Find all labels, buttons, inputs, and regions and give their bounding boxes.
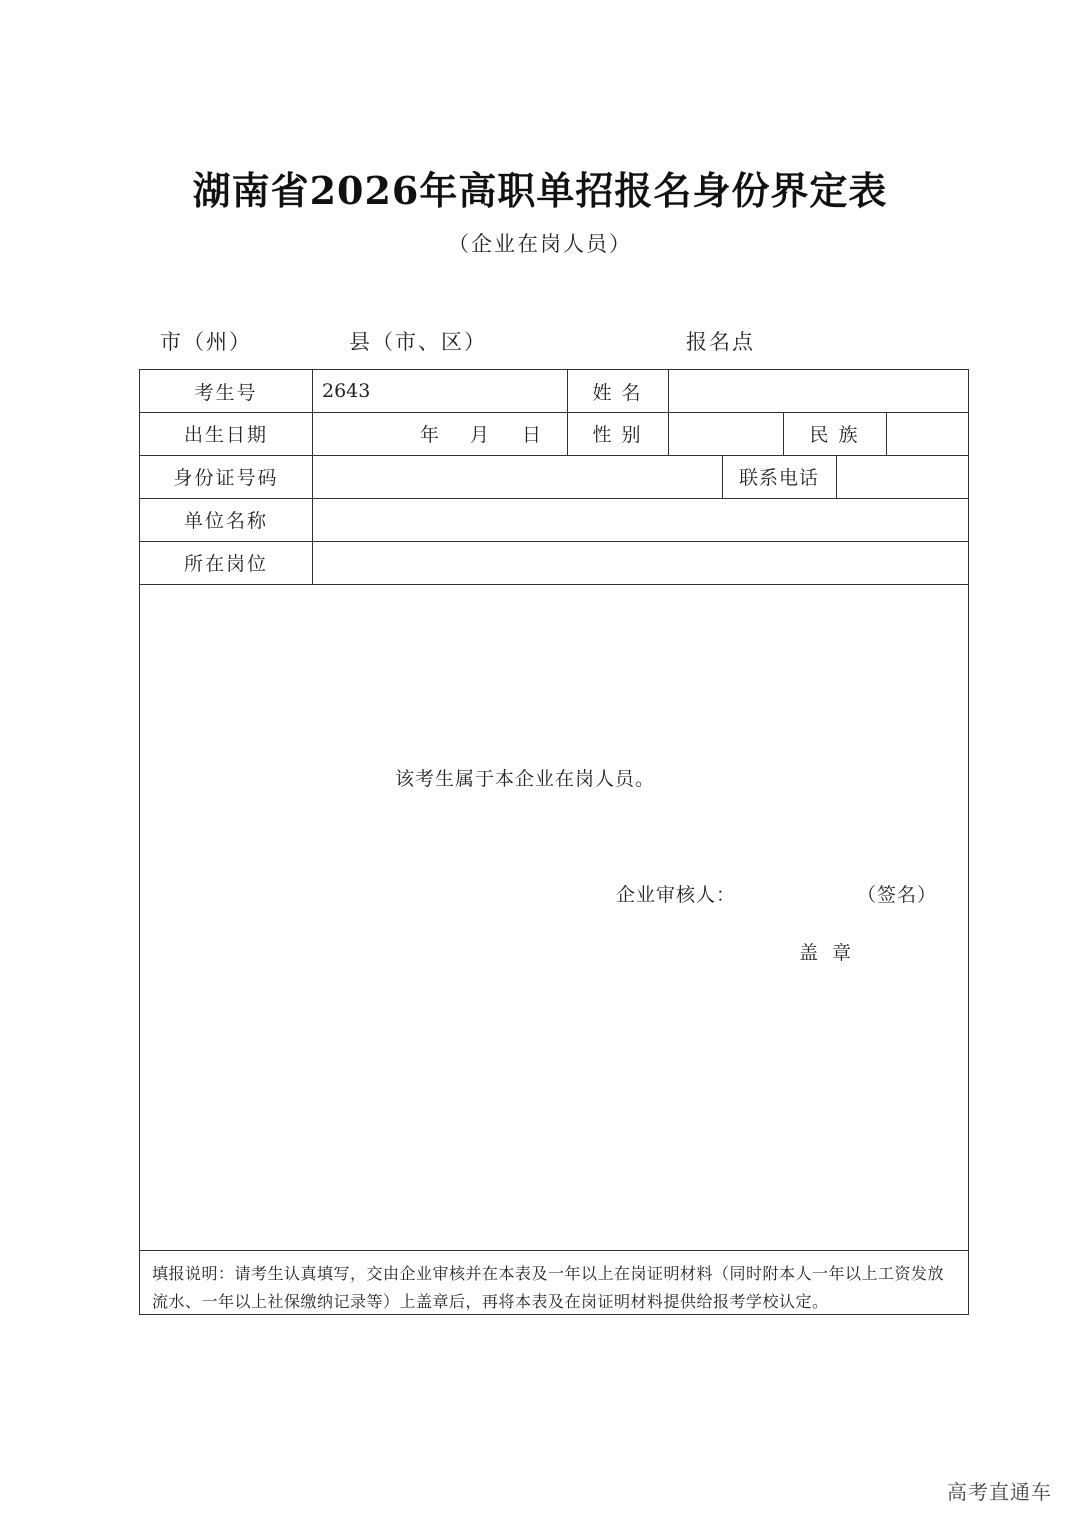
ethnicity-label: 民 族: [809, 424, 860, 446]
registration-point-label: 报名点: [686, 330, 755, 354]
employer-field[interactable]: [312, 498, 968, 541]
birth-year-label: 年: [420, 424, 442, 446]
birth-month-label: 月: [470, 424, 492, 446]
gender-label: 性 别: [592, 424, 643, 446]
exam-number-field[interactable]: 2643: [322, 380, 371, 402]
identity-form-table: [139, 369, 969, 1315]
birth-day-label: 日: [522, 424, 544, 446]
birth-date-label: 出生日期: [183, 424, 268, 446]
id-number-label: 身份证号码: [173, 467, 279, 489]
position-field[interactable]: [312, 541, 968, 584]
name-field[interactable]: [668, 370, 968, 412]
name-label: 姓 名: [592, 381, 643, 404]
reviewer-label: 企业审核人：: [616, 884, 737, 906]
exam-number-label: 考生号: [194, 381, 258, 404]
id-number-field[interactable]: [312, 455, 722, 498]
seal-label: 盖章: [799, 942, 866, 964]
page-title: 湖南省2026年高职单招报名身份界定表: [192, 168, 888, 213]
city-label: 市（州）: [160, 330, 252, 354]
position-label: 所在岗位: [183, 553, 268, 575]
ethnicity-field[interactable]: [886, 412, 968, 455]
phone-label: 联系电话: [738, 467, 819, 489]
watermark: 高考直通车: [947, 1480, 1052, 1504]
signature-label: （签名）: [857, 884, 938, 906]
notes-divider: [140, 1250, 968, 1251]
row-divider: [140, 584, 968, 585]
page-subtitle: （企业在岗人员）: [448, 232, 632, 256]
birth-date-field[interactable]: [312, 412, 567, 455]
employment-statement: 该考生属于本企业在岗人员。: [395, 768, 656, 790]
gender-field[interactable]: [668, 412, 783, 455]
employer-label: 单位名称: [183, 510, 268, 532]
county-label: 县（市、区）: [349, 330, 487, 354]
filling-instructions: 填报说明：请考生认真填写，交由企业审核并在本表及一年以上在岗证明材料（同时附本人一年以上工资发放流水、一年以上社保缴纳记录等）上盖章后，再将本表及在岗证明材料提供给报考学校认定。: [152, 1264, 945, 1311]
phone-field[interactable]: [836, 455, 968, 498]
